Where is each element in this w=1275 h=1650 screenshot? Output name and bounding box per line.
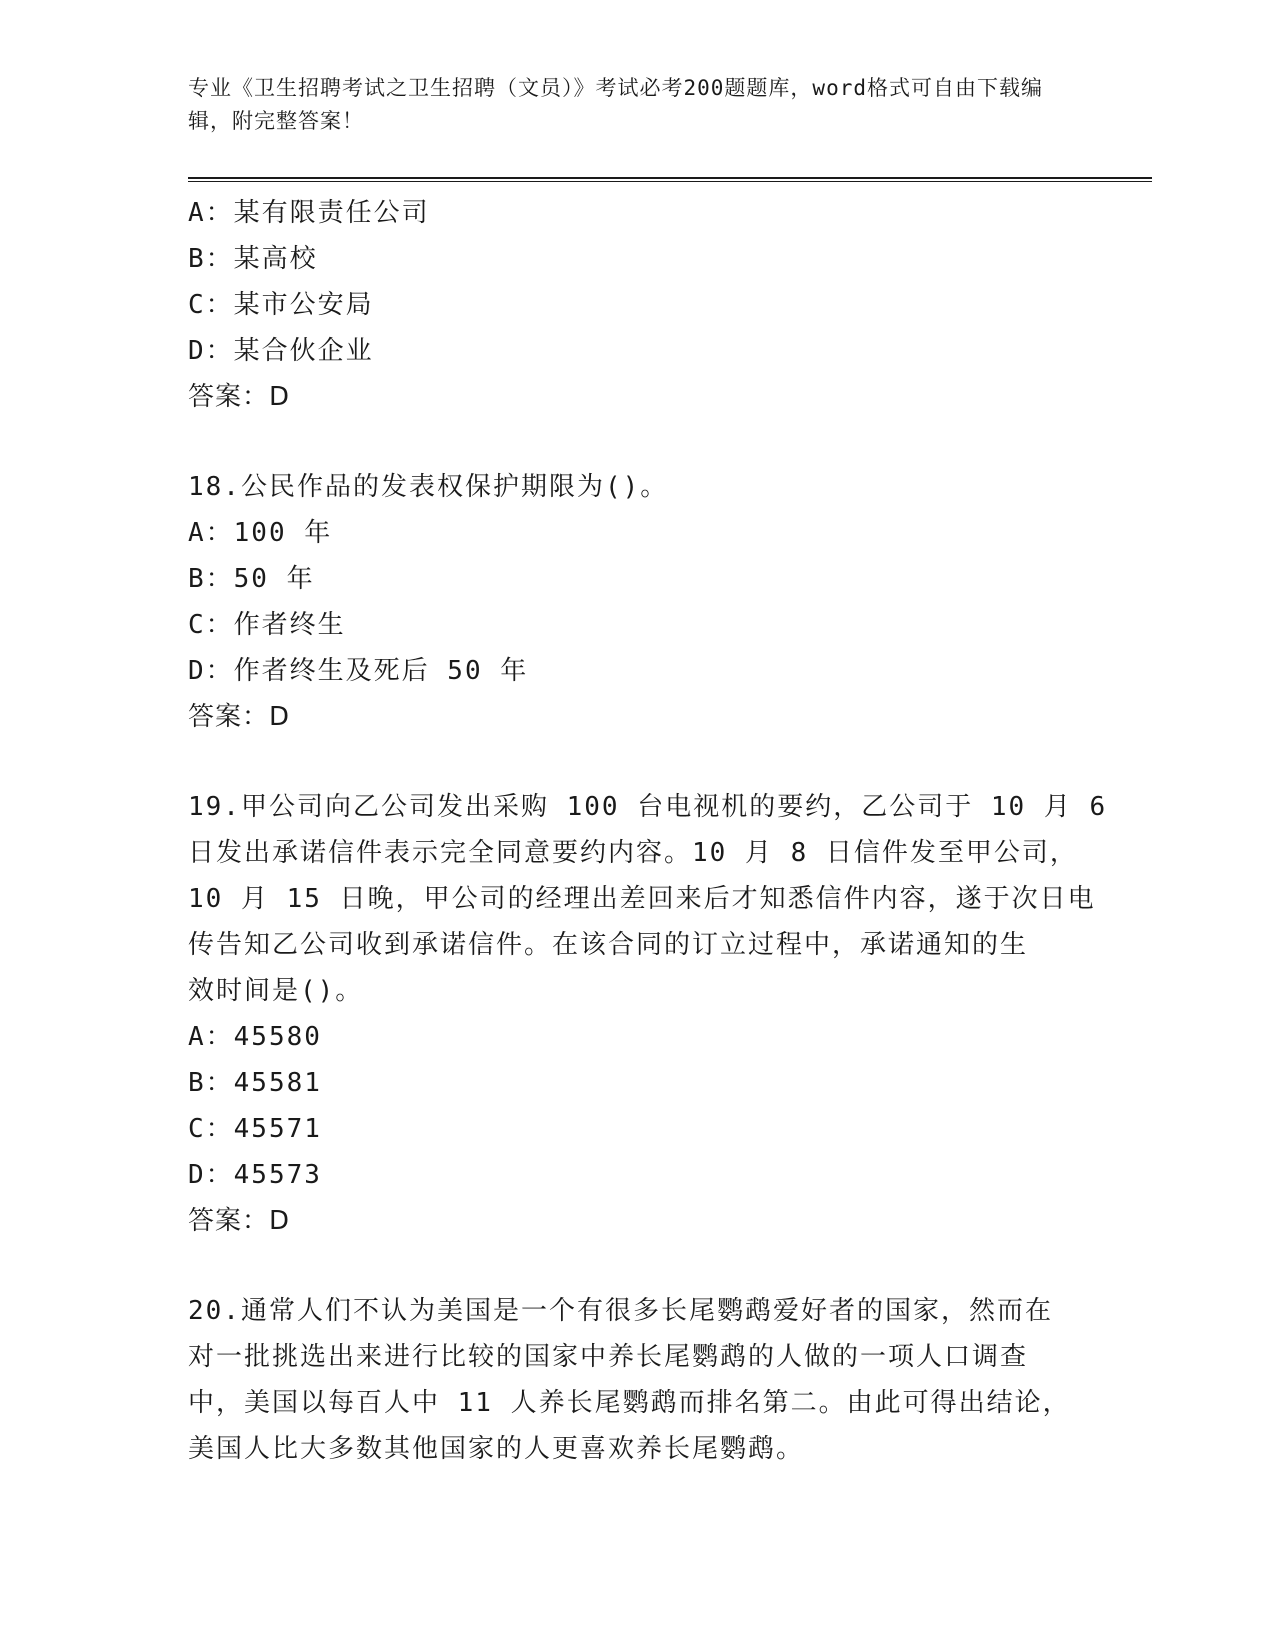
question-text-line: 美国人比大多数其他国家的人更喜欢养长尾鹦鹉。 [188,1434,805,1464]
question-text-line: 对一批挑选出来进行比较的国家中养长尾鹦鹉的人做的一项人口调查 [188,1342,1029,1372]
question-text-line: 效时间是()。 [188,976,364,1006]
answer-line: 答案：D [188,702,291,732]
question-17-block [188,190,1088,420]
header-divider [188,177,1152,182]
option-c: C：某市公安局 [188,290,374,320]
option-c: C：作者终生 [188,610,346,640]
option-a: A：45580 [188,1022,322,1052]
option-b: B：45581 [188,1068,322,1098]
question-text-line: 10 月 15 日晚，甲公司的经理出差回来后才知悉信件内容，遂于次日电 [188,884,1096,914]
question-text-line: 19.甲公司向乙公司发出采购 100 台电视机的要约，乙公司于 10 月 6 [188,792,1108,822]
option-d: D：作者终生及死后 50 年 [188,656,529,686]
option-a: A：100 年 [188,518,333,548]
header-title: 专业《卫生招聘考试之卫生招聘（文员）》考试必考200题题库，word格式可自由下载编辑，附完整答案！ [188,76,1043,133]
answer-line: 答案：D [188,382,291,412]
option-c: C：45571 [188,1114,322,1144]
document-body [188,190,1108,1472]
option-a: A：某有限责任公司 [188,198,430,228]
answer-line: 答案：D [188,1206,291,1236]
option-b: B：某高校 [188,244,318,274]
option-d: D：某合伙企业 [188,336,374,366]
question-text-line: 日发出承诺信件表示完全同意要约内容。10 月 8 日信件发至甲公司， [188,838,1078,868]
question-text-line: 传告知乙公司收到承诺信件。在该合同的订立过程中，承诺通知的生 [188,930,1029,960]
option-b: B：50 年 [188,564,315,594]
question-18-block [188,464,1088,740]
question-19-block [188,784,1108,1244]
question-text-line: 中，美国以每百人中 11 人养长尾鹦鹉而排名第二。由此可得出结论， [188,1388,1071,1418]
question-text: 18.公民作品的发表权保护期限为()。 [188,472,669,502]
option-d: D：45573 [188,1160,322,1190]
question-20-block [188,1288,1088,1472]
question-text-line: 20.通常人们不认为美国是一个有很多长尾鹦鹉爱好者的国家，然而在 [188,1296,1053,1326]
document-header [188,72,1068,138]
